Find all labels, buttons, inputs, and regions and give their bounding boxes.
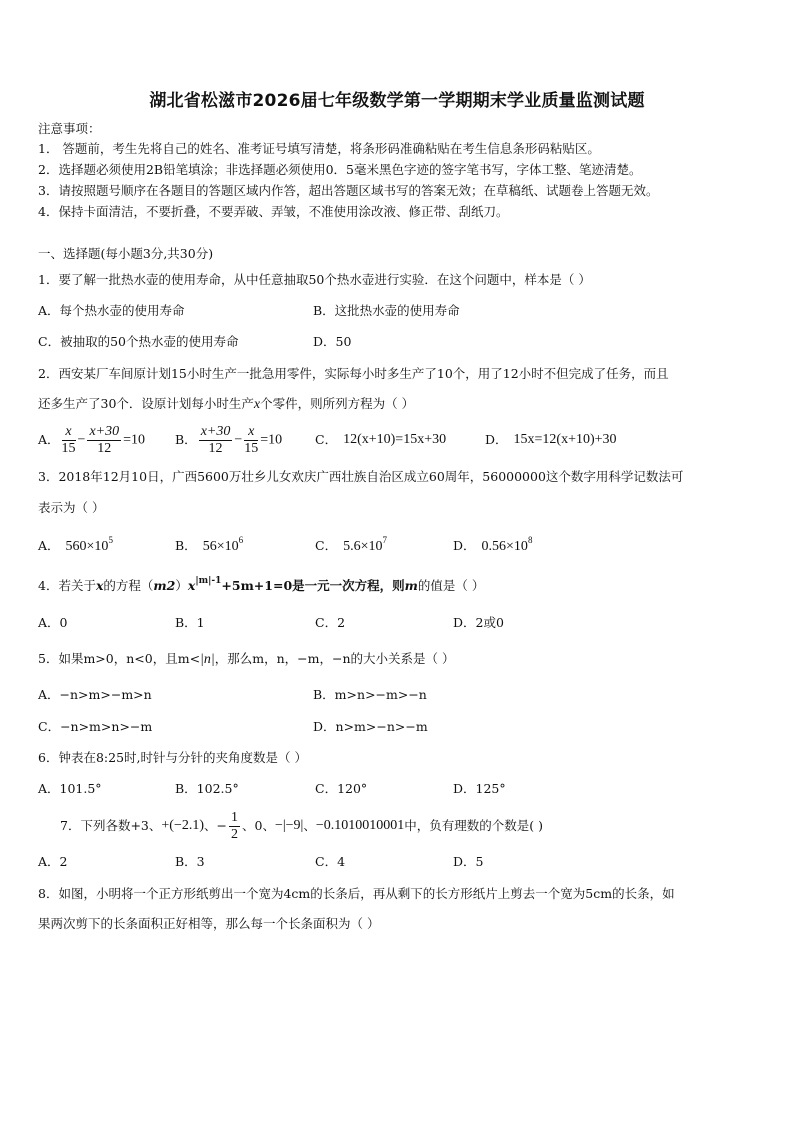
q1-option-d: D．50: [313, 334, 352, 349]
q2-stem-line1: 2．西安某厂车间原计划15小时生产一批急用零件，实际每小时多生产了10个，用了12小时不但完成了任务，而且: [38, 366, 669, 381]
notice-heading: 注意事项：: [38, 121, 101, 136]
q2-option-b: B． $\frac{x+30}{12}$ − $\frac{x}{15}$ =10: [175, 423, 283, 456]
notice-item-4: 4．保持卡面清洁，不要折叠，不要弄破、弄皱，不准使用涂改液、修正带、刮纸刀。: [38, 204, 509, 219]
q1-option-c: C．被抽取的50个热水壶的使用寿命: [38, 334, 239, 349]
notice-item-3: 3．请按照题号顺序在各题目的答题区域内作答，超出答题区域书写的答案无效；在草稿纸、试题卷上答题无效。: [38, 183, 659, 198]
q2-option-a: A． $\frac{x}{15}$ − $\frac{x+30}{12}$ =10: [38, 423, 146, 456]
q3-stem-line1: 3．2018年12月10日，广西5600万壮乡儿女欢庆广西壮族自治区成立60周年，56000000这个数字用科学记数法可: [38, 469, 684, 484]
q7-option-d: D．5: [453, 854, 484, 869]
q8-stem-line2: 果两次剪下的长条面积正好相等，那么每一个长条面积为（ ）: [38, 916, 380, 931]
q5-option-a: A．−n>m>−m>n: [38, 687, 152, 702]
section-heading: 一、选择题(每小题3分,共30分): [38, 246, 214, 261]
q2-option-d: D． 15x=12(x+10)+30: [485, 432, 617, 447]
q7-stem: 7．下列各数+3、 +(−2.1) 、− $\frac{1}{2}$ 、0、 −|−9| 、 −0.1010010001 中，负有理数的个数是( ): [60, 809, 544, 842]
q6-stem: 6．钟表在8:25时,时针与分针的夹角度数是（ ）: [38, 750, 307, 765]
q2-option-c: C． 12(x+10)=15x+30: [315, 432, 447, 447]
q6-option-c: C．120°: [315, 781, 368, 796]
q6-option-a: A．101.5°: [38, 781, 102, 796]
q4-option-d: D．2或0: [453, 615, 504, 630]
q6-option-b: B．102.5°: [175, 781, 239, 796]
q3-option-d: D． $0.56\times 10^8$: [453, 535, 533, 554]
q8-stem-line1: 8．如图，小明将一个正方形纸剪出一个宽为4cm的长条后，再从剩下的长方形纸片上剪去一个宽为5cm的长条，如: [38, 886, 675, 901]
q3-stem-line2: 表示为（ ）: [38, 500, 105, 515]
q2-stem-line2: 还多生产了30个．设原计划每小时生产x个零件，则所列方程为（ ）: [38, 396, 415, 412]
notice-item-1: 1． 答题前，考生先将自己的姓名、准考证号填写清楚，将条形码准确粘贴在考生信息条形码粘贴区。: [38, 141, 600, 156]
q4-option-c: C．2: [315, 615, 346, 630]
q4-option-b: B．1: [175, 615, 205, 630]
notice-item-2: 2．选择题必须使用2B铅笔填涂；非选择题必须使用0．5毫米黑色字迹的签字笔书写，字体工整、笔迹清楚。: [38, 162, 642, 177]
q6-option-d: D．125°: [453, 781, 506, 796]
q5-stem: 5．如果m>0，n<0，且m<|n|，那么m，n，−m，−n的大小关系是（ ）: [38, 651, 455, 667]
page-title: 湖北省松滋市2026届七年级数学第一学期期末学业质量监测试题: [149, 91, 645, 111]
q3-option-a: A． $560\times 10^5$: [38, 535, 113, 554]
q1-option-a: A．每个热水壶的使用寿命: [38, 303, 185, 318]
q3-option-c: C． $5.6\times 10^7$: [315, 535, 387, 554]
q4-stem: 4．若关于x的方程$(m2)x^{|m|-1}+5m+1=0$是一元一次方程，则m的值是（ ）: [38, 576, 485, 593]
q3-option-b: B． $56\times 10^6$: [175, 535, 244, 554]
q7-option-b: B．3: [175, 854, 205, 869]
q5-option-c: C．−n>m>n>−m: [38, 719, 153, 734]
q5-option-d: D．n>m>−n>−m: [313, 719, 428, 734]
q5-option-b: B．m>n>−m>−n: [313, 687, 427, 702]
q7-option-a: A．2: [38, 854, 68, 869]
q1-option-b: B．这批热水壶的使用寿命: [313, 303, 460, 318]
q7-option-c: C．4: [315, 854, 346, 869]
q1-stem: 1．要了解一批热水壶的使用寿命，从中任意抽取50个热水壶进行实验．在这个问题中，样本是（ ）: [38, 272, 591, 287]
q4-option-a: A．0: [38, 615, 68, 630]
